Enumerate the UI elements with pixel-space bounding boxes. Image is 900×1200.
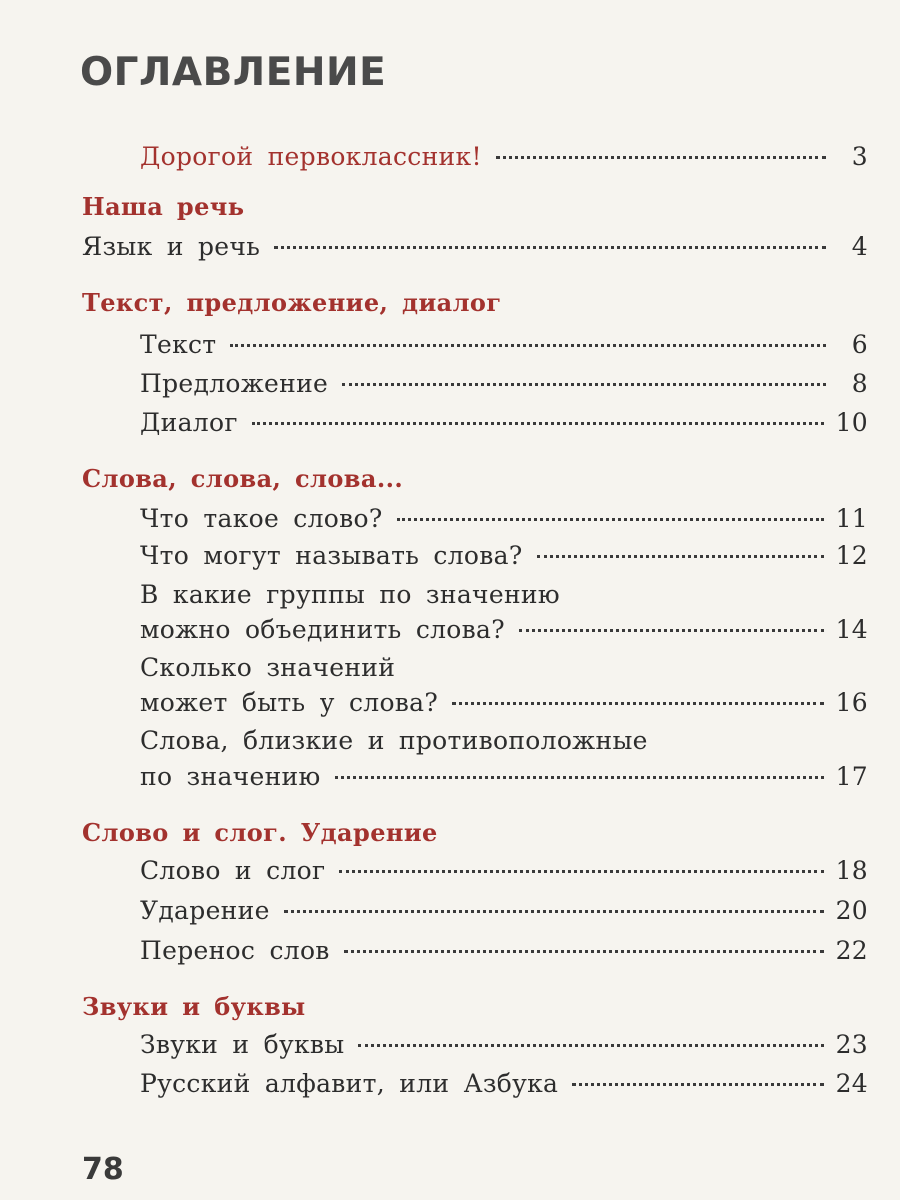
dot-leader [537,554,824,558]
toc-entry-page: 6 [851,330,868,359]
page-number: 78 [82,1152,124,1187]
section-heading: Наша речь [82,192,245,221]
toc-entry [82,232,868,261]
section-heading: Слова, слова, слова... [82,464,404,493]
toc-entry-page: 14 [835,615,868,644]
toc-entry-title: Слово и слог [140,856,326,885]
toc-entry [140,1069,868,1098]
toc-entry-title-line: Слова, близкие и противоположные [140,726,648,755]
section-heading: Звуки и буквы [82,992,306,1021]
toc-entry [140,615,868,644]
toc-entry-page: 4 [851,232,868,261]
toc-entry-page: 17 [835,762,868,791]
toc-entry-title: Русский алфавит, или Азбука [140,1069,559,1098]
toc-entry-page: 12 [835,541,868,570]
toc-entry [140,936,868,965]
dot-leader [397,517,824,521]
toc-entry-title: Что такое слово? [140,504,383,533]
toc-entry-page: 20 [835,896,868,925]
dot-leader [342,382,826,386]
dot-leader [344,949,824,953]
dot-leader [284,909,824,913]
toc-entry-page: 18 [835,856,868,885]
dot-leader [572,1082,823,1086]
toc-entry-page: 8 [851,369,868,398]
toc-entry-page: 10 [835,408,868,437]
dot-leader [252,421,824,425]
dot-leader [335,775,824,779]
toc-entry-title-line: Сколько значений [140,653,396,682]
toc-entry [140,688,868,717]
toc-entry-page: 22 [835,936,868,965]
dot-leader [358,1043,823,1047]
toc-entry-title: Перенос слов [140,936,330,965]
toc-entry-title: может быть у слова? [140,688,439,717]
dot-leader [452,701,824,705]
toc-entry-title: Диалог [140,408,238,437]
dot-leader [339,869,823,873]
toc-entry [140,856,868,885]
toc-entry [140,504,868,533]
toc-entry-title-line: В какие группы по значению [140,580,560,609]
toc-entry [140,896,868,925]
toc-entry-title: Дорогой первоклассник! [140,142,482,171]
toc-entry [140,330,868,359]
section-heading: Слово и слог. Ударение [82,818,438,847]
dot-leader [519,628,824,632]
toc-entry-page: 23 [835,1030,868,1059]
toc-entry-title: Звуки и буквы [140,1030,345,1059]
toc-entry-title: Предложение [140,369,329,398]
toc-entry [140,1030,868,1059]
toc-entry-title: Ударение [140,896,270,925]
toc-entry-title: можно объединить слова? [140,615,505,644]
dot-leader [230,343,826,347]
toc-entry-page: 16 [835,688,868,717]
toc-entry-page: 3 [851,142,868,171]
dot-leader [496,155,826,159]
toc-entry [140,408,868,437]
toc-entry [140,369,868,398]
toc-entry-title: Язык и речь [82,232,261,261]
toc-entry-title: Текст [140,330,217,359]
toc-entry-page: 24 [835,1069,868,1098]
section-heading: Текст, предложение, диалог [82,288,502,317]
toc-entry-title: по значению [140,762,321,791]
dot-leader [274,245,826,249]
toc-entry-page: 11 [835,504,868,533]
toc-entry [140,142,868,171]
page-title: ОГЛАВЛЕНИЕ [80,50,387,95]
toc-entry [140,762,868,791]
toc-entry [140,541,868,570]
toc-entry-title: Что могут называть слова? [140,541,523,570]
